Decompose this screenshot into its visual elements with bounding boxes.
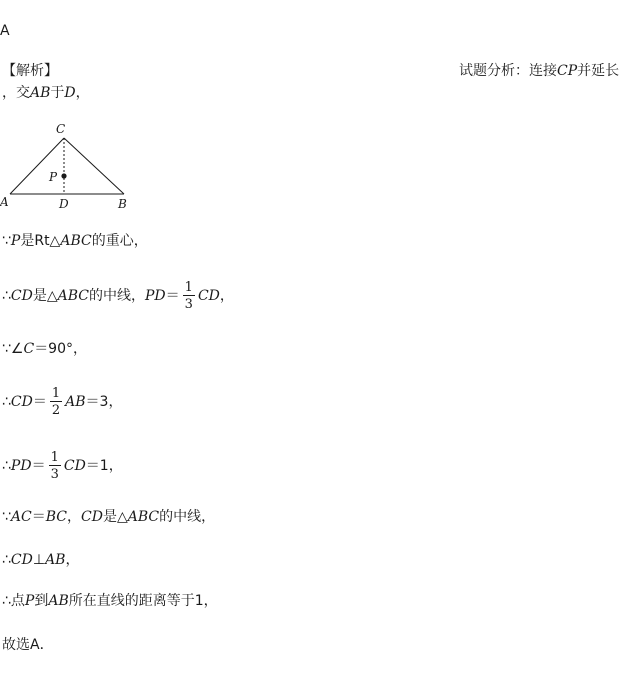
step-text: ＝90°，: [34, 341, 88, 357]
step-text: 故选: [2, 637, 30, 653]
step-text: 是Rt△: [20, 233, 61, 249]
var: CD: [197, 288, 220, 304]
var: PD: [145, 288, 166, 304]
var-ab: AB: [30, 85, 51, 101]
step-text: 是△: [102, 509, 128, 525]
label-a: A: [0, 195, 9, 209]
var: AB: [45, 552, 66, 568]
fraction-numerator: 1: [184, 280, 193, 295]
step-text: ，: [65, 552, 80, 568]
var: C: [23, 341, 35, 357]
step-text: ，: [67, 509, 82, 525]
step-perpendicular: [2, 551, 79, 569]
equals-sign: ＝: [31, 458, 46, 474]
step-centroid: [2, 232, 148, 250]
var: P: [10, 233, 21, 249]
label-d: D: [59, 197, 69, 210]
step-symbol: ∴点: [2, 593, 25, 609]
step-symbol: ∴: [2, 394, 11, 410]
step-text: 到: [34, 593, 49, 609]
var-cp: CP: [557, 63, 578, 79]
step-right-angle: [2, 340, 87, 358]
step-text: 所在直线的距离等于1，: [68, 593, 218, 609]
fraction: [50, 387, 62, 417]
fraction-denominator: 3: [50, 467, 59, 482]
label-c: C: [56, 122, 66, 136]
fraction: [49, 451, 61, 481]
var: AB: [48, 593, 69, 609]
final-answer: A．: [30, 637, 54, 653]
step-symbol: ∴: [2, 288, 11, 304]
analysis-intro: [459, 62, 619, 80]
step-conclusion: [2, 636, 54, 654]
answer-letter: A: [0, 23, 10, 39]
var-d: D: [64, 85, 76, 101]
fraction-denominator: 2: [51, 403, 61, 418]
step-median-pd: [2, 278, 234, 314]
equals-sign: ＝: [165, 288, 180, 304]
fraction-numerator: 1: [50, 450, 59, 465]
fraction: [183, 281, 195, 311]
label-b: B: [118, 197, 127, 210]
line1-prefix: ，交: [2, 85, 30, 101]
var: ABC: [127, 509, 160, 525]
intro-line: [2, 84, 90, 102]
step-cd-value: [2, 384, 122, 420]
step-text: ＝1，: [85, 458, 123, 474]
var: CD: [10, 552, 33, 568]
var: CD: [63, 458, 86, 474]
step-text: 的重心，: [91, 233, 148, 249]
step-symbol: ∵: [2, 233, 11, 249]
step-symbol: ∵∠: [2, 341, 24, 357]
var: AB: [65, 394, 86, 410]
analysis-lead-text: 试题分析：连接: [459, 63, 557, 79]
triangle-figure: [0, 118, 140, 210]
analysis-label: 【解析】: [2, 63, 58, 79]
var: ABC: [60, 233, 92, 249]
step-text: ，: [219, 288, 234, 304]
step-text: 的中线，: [89, 288, 146, 304]
analysis-tail-text: 并延长: [577, 63, 620, 79]
line1-mid: 于: [50, 85, 65, 101]
fraction-denominator: 3: [184, 297, 193, 312]
step-isosceles: [2, 508, 215, 526]
segment-ac: [10, 138, 64, 194]
segment-bc: [64, 138, 124, 194]
var: CD: [10, 394, 33, 410]
var: PD: [10, 458, 32, 474]
step-pd-value: [2, 448, 123, 484]
label-p: P: [49, 170, 58, 184]
var: CD: [10, 288, 33, 304]
step-symbol: ∴: [2, 458, 11, 474]
var: P: [24, 593, 35, 609]
var: BC: [45, 509, 68, 525]
line1-suffix: ，: [75, 85, 90, 101]
step-text: ＝3，: [85, 394, 123, 410]
fraction-numerator: 1: [51, 386, 61, 401]
step-symbol: ∴: [2, 552, 11, 568]
step-text: ＝: [31, 509, 46, 525]
var: ABC: [57, 288, 90, 304]
point-p: [61, 173, 66, 178]
step-symbol: ∵: [2, 509, 11, 525]
step-text: ⊥: [32, 552, 46, 568]
var: CD: [81, 509, 103, 525]
step-text: 的中线，: [159, 509, 216, 525]
step-text: 是△: [32, 288, 58, 304]
equals-sign: ＝: [32, 394, 47, 410]
step-distance: [2, 592, 218, 610]
var: AC: [10, 509, 32, 525]
